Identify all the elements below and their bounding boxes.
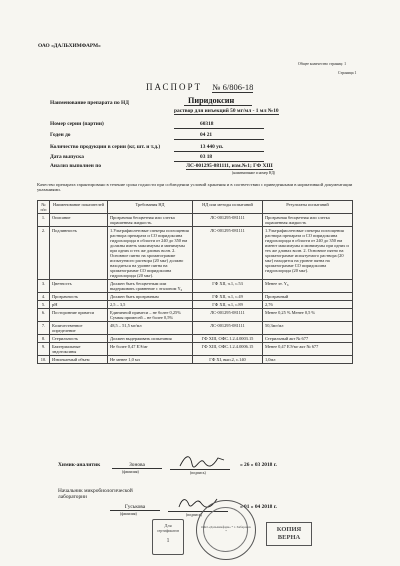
col-result: Результаты испытаний [263, 201, 353, 214]
cell-requirement: 2,5 – 3,5 [108, 301, 193, 309]
table-row [38, 293, 353, 301]
cell-indicator: Подлинность [50, 227, 108, 280]
analysis-note: (наименование и номер НД) [232, 171, 276, 175]
col-indicator: Наименование показателей [50, 201, 108, 214]
head-name: Гуськова [110, 504, 160, 511]
cell-requirement: 48,5 – 51,5 мг/мл [108, 322, 193, 335]
cell-result: 1,0мл [263, 356, 353, 364]
cell-method: ЛС-001295-081111 [193, 309, 263, 322]
cell-requirement: Должен быть бесцветным или выдерживать сравнение с эталоном Y₆ [108, 280, 193, 293]
table-row [38, 280, 353, 293]
release-value: 03 18 [200, 154, 213, 160]
name-value: Пиридоксин [184, 96, 252, 106]
analyst-caption-signature: (подпись) [190, 471, 206, 475]
cell-indicator: Бактериальные эндотоксины [50, 343, 108, 356]
name-label: Наименование препарата по НД [50, 100, 129, 106]
table-row [38, 227, 353, 280]
analysis-value: ЛС-001295-081111, изм.№1; ГФ XIII [186, 163, 273, 169]
cell-requirement: Единичной примеси – не более 0,25% Суммы примесей – не более 0,5% [108, 309, 193, 322]
form-value: раствор для инъекций 50 мг/мл - 1 мл №10 [174, 108, 279, 114]
head-caption-surname: (фамилия) [120, 512, 137, 516]
cell-number: 2. [38, 227, 50, 280]
series-underline [174, 128, 264, 129]
cell-indicator: Цветность [50, 280, 108, 293]
table-row [38, 335, 353, 343]
cell-indicator: Прозрачность [50, 293, 108, 301]
quantity-value: 13 440 уп. [200, 144, 224, 150]
cell-indicator: Посторонние примеси [50, 309, 108, 322]
cell-method: ГФ XII, ч.1, с.89 [193, 301, 263, 309]
cell-number: 3. [38, 280, 50, 293]
stamp-round-text: ОАО «Дальхимфарм» * г. Хабаровск * [201, 525, 251, 533]
release-underline [174, 161, 264, 162]
head-caption-signature: (подпись) [186, 513, 202, 517]
cell-number: 4. [38, 293, 50, 301]
cell-result: Менее 0,25 % Менее 0,5 % [263, 309, 353, 322]
cell-requirement: Не более 0,47 ЕЭ/мг [108, 343, 193, 356]
table-row [38, 309, 353, 322]
cell-method: ЛС-001295-081111 [193, 214, 263, 227]
cell-number: 9. [38, 343, 50, 356]
expiry-underline [174, 139, 264, 140]
cell-result: Менее эт. Y₆ [263, 280, 353, 293]
cell-number: 1. [38, 214, 50, 227]
cell-number: 7. [38, 322, 50, 335]
form-note-pages: Общее количество страниц: 1 [298, 62, 346, 66]
analyst-signature [178, 452, 226, 470]
cell-method: ЛС-001295-081111 [193, 322, 263, 335]
cell-number: 5. [38, 301, 50, 309]
cell-indicator: pH [50, 301, 108, 309]
quality-statement: Качество препарата гарантировано в течение срока годности при соблюдении условий хранения и в соответствии с приведенными в нормативной документации указаниями. [37, 182, 353, 193]
cell-method: ГФ XI, вып.2, с.140 [193, 356, 263, 364]
head-date: « 01 » 04 2018 г. [240, 504, 277, 510]
analyst-name: Зонова [112, 462, 162, 469]
stamp-copy-true: КОПИЯ ВЕРНА [266, 522, 312, 546]
cell-number: 8. [38, 335, 50, 343]
cell-method: ГФ XIII, ОФС.1.2.4.0006.15 [193, 343, 263, 356]
col-method: НД или методы испытаний [193, 201, 263, 214]
cell-result: 2,76 [263, 301, 353, 309]
expiry-value: 04 21 [200, 132, 213, 138]
analyst-signature-line [170, 469, 230, 470]
cell-requirement: Должен быть прозрачным [108, 293, 193, 301]
cell-result: Стерильный акт № 677 [263, 335, 353, 343]
cell-indicator: Извлекаемый объем [50, 356, 108, 364]
table-row [38, 322, 353, 335]
cell-requirement: Не менее 1,0 мл [108, 356, 193, 364]
cell-number: 6. [38, 309, 50, 322]
cell-result: 1.Ультрафиолетовые спектры поглощения раствора препарата и СО пиридоксина гидрохлорида в области от 240 до 350 нм имеют максимумы и минимумы при одних и тех же длинах волн. 2. Основное пятно на хроматограмме испытуемого раствора (20 мкг) находится на уровне пятна на хроматограмме СО пиридоксина гидрохлорида (20 мкг). [263, 227, 353, 280]
table-row [38, 301, 353, 309]
cell-method: ГФ XII, ч.1, с.49 [193, 293, 263, 301]
release-label: Дата выпуска [50, 154, 84, 160]
cell-result: Прозрачный [263, 293, 353, 301]
cell-indicator: Описание [50, 214, 108, 227]
quantity-label: Количество продукции в серии (кг, шт. и т.д.) [50, 144, 161, 150]
cell-method: ГФ XII, ч.1, с.53 [193, 280, 263, 293]
col-number: № п/п [38, 201, 50, 214]
quantity-underline [174, 151, 264, 152]
cell-requirement: Прозрачная бесцветная или слегка окрашенная жидкость. [108, 214, 193, 227]
table-row [38, 343, 353, 356]
analyst-title: Химик-аналитик [58, 462, 101, 468]
results-table-body [38, 214, 353, 364]
form-note-page: Страница 1 [338, 71, 357, 75]
table-header-row [38, 201, 353, 214]
cell-indicator: Стерильность [50, 335, 108, 343]
company-name: ОАО «ДАЛЬХИМФАРМ» [38, 43, 101, 49]
series-label: Номер серии (партии) [50, 121, 104, 127]
passport-number: № 6/806-18 [212, 82, 254, 92]
analysis-label: Анализ выполнен по [50, 163, 102, 169]
analyst-date: « 26 » 03 2018 г. [240, 462, 277, 468]
table-row [38, 214, 353, 227]
cell-method: ЛС-001295-081111 [193, 227, 263, 280]
table-row [38, 356, 353, 364]
stamp-round [196, 500, 256, 560]
cell-number: 10. [38, 356, 50, 364]
cell-result: Прозрачная бесцветная или слегка окрашенная жидкость [263, 214, 353, 227]
series-value: 60318 [200, 121, 214, 127]
cell-requirement: Должен выдерживать испытания [108, 335, 193, 343]
cell-result: Менее 0,47 ЕЭ/мг акт № 677 [263, 343, 353, 356]
col-requirements: Требования НД [108, 201, 193, 214]
cell-result: 50,3мг/мл [263, 322, 353, 335]
analyst-caption-surname: (фамилия) [122, 470, 139, 474]
cell-requirement: 1.Ультрафиолетовые спектры поглощения раствора препарата и СО пиридоксина гидрохлорида в области от 240 до 350 нм должны иметь максимумы и минимумы при одних и тех же длинах волн. 2. Основное пятно на хроматограмме испытуемого раствора (20 мкг) должно находиться на уровне пятна на хроматограмме СО пиридоксина гидрохлорида (20 мкг). [108, 227, 193, 280]
passport-title: ПАСПОРТ № 6/806-18 [146, 82, 254, 92]
stamp-for-certificates: Для сертификатов 1 [152, 519, 184, 555]
expiry-label: Годен до [50, 132, 71, 138]
cell-indicator: Количественное определение [50, 322, 108, 335]
cell-method: ГФ XIII, ОФС.1.2.4.0003.15 [193, 335, 263, 343]
results-table [37, 200, 353, 364]
head-title: Начальник микробиологической лаборатории [58, 488, 133, 501]
